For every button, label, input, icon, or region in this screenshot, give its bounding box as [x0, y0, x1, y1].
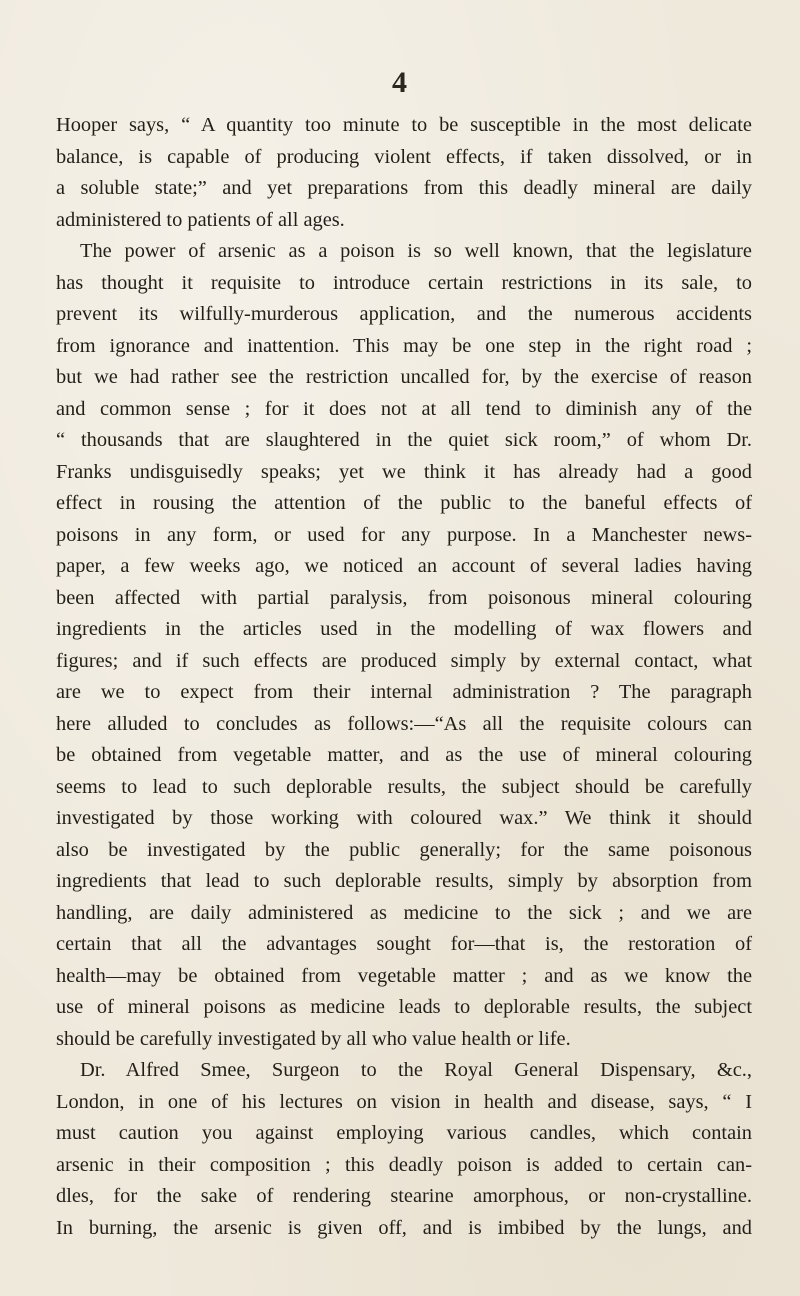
text-line: administered to patients of all ages.: [56, 208, 345, 231]
text-line: are we to expect from their internal administration ? The paragraph: [56, 681, 752, 703]
text-line: been affected with partial paralysis, from poisonous mineral colouring: [56, 586, 752, 609]
text-line: “ thousands that are slaughtered in the quiet sick room,” of whom Dr.: [56, 429, 752, 451]
text-line: figures; and if such effects are produced simply by external contact, what: [56, 649, 752, 672]
text-line: prevent its wilfully-murderous application, and the numerous accidents: [56, 303, 752, 325]
text-line: but we had rather see the restriction uncalled for, by the exercise of reason: [56, 366, 752, 388]
text-line: use of mineral poisons as medicine leads to deplorable results, the subject: [56, 996, 752, 1018]
text-line: dles, for the sake of rendering stearine amorphous, or non-crystalline.: [56, 1185, 752, 1207]
body-text: [56, 110, 752, 1244]
paragraph: [56, 236, 752, 1055]
text-line: a soluble state;” and yet preparations from this deadly mineral are daily: [56, 177, 752, 199]
text-line: also be investigated by the public generally; for the same poisonous: [56, 838, 752, 861]
text-line: investigated by those working with coloured wax.” We think it should: [56, 807, 752, 829]
paragraph: [56, 1055, 752, 1244]
text-line: seems to lead to such deplorable results, the subject should be carefully: [56, 775, 752, 798]
text-line: balance, is capable of producing violent effects, if taken dissolved, or in: [56, 145, 752, 168]
text-line: here alluded to concludes as follows:—“As all the requisite colours can: [56, 712, 752, 735]
paragraph: [56, 110, 752, 236]
text-line: has thought it requisite to introduce certain restrictions in its sale, to: [56, 271, 752, 294]
text-line: Franks undisguisedly speaks; yet we think it has already had a good: [56, 460, 752, 483]
text-line: handling, are daily administered as medicine to the sick ; and we are: [56, 901, 752, 924]
text-line: from ignorance and inattention. This may be one step in the right road ;: [56, 334, 752, 357]
text-line: London, in one of his lectures on vision in health and disease, says, “ I: [56, 1090, 752, 1113]
text-line: ingredients in the articles used in the modelling of wax flowers and: [56, 618, 752, 640]
text-line: ingredients that lead to such deplorable results, simply by absorption from: [56, 870, 752, 892]
text-line: and common sense ; for it does not at all tend to diminish any of the: [56, 397, 752, 420]
text-line: must caution you against employing various candles, which contain: [56, 1122, 752, 1144]
text-line: paper, a few weeks ago, we noticed an account of several ladies having: [56, 555, 752, 577]
page-number: 4: [392, 66, 408, 99]
text-line: arsenic in their composition ; this deadly poison is added to certain can-: [56, 1153, 752, 1176]
text-line: health—may be obtained from vegetable matter ; and as we know the: [56, 964, 752, 987]
text-line: In burning, the arsenic is given off, and is imbibed by the lungs, and: [56, 1216, 752, 1239]
text-line: Hooper says, “ A quantity too minute to be susceptible in the most delicate: [56, 114, 752, 136]
text-line: effect in rousing the attention of the public to the baneful effects of: [56, 492, 752, 514]
text-line: poisons in any form, or used for any purpose. In a Manchester news-: [56, 523, 752, 546]
text-line: certain that all the advantages sought for—that is, the restoration of: [56, 933, 752, 955]
text-line: The power of arsenic as a poison is so well known, that the legislature: [80, 240, 752, 262]
text-line: Dr. Alfred Smee, Surgeon to the Royal General Dispensary, &c.,: [80, 1059, 752, 1081]
text-line: be obtained from vegetable matter, and as the use of mineral colouring: [56, 744, 752, 766]
text-line: should be carefully investigated by all who value health or life.: [56, 1027, 571, 1050]
